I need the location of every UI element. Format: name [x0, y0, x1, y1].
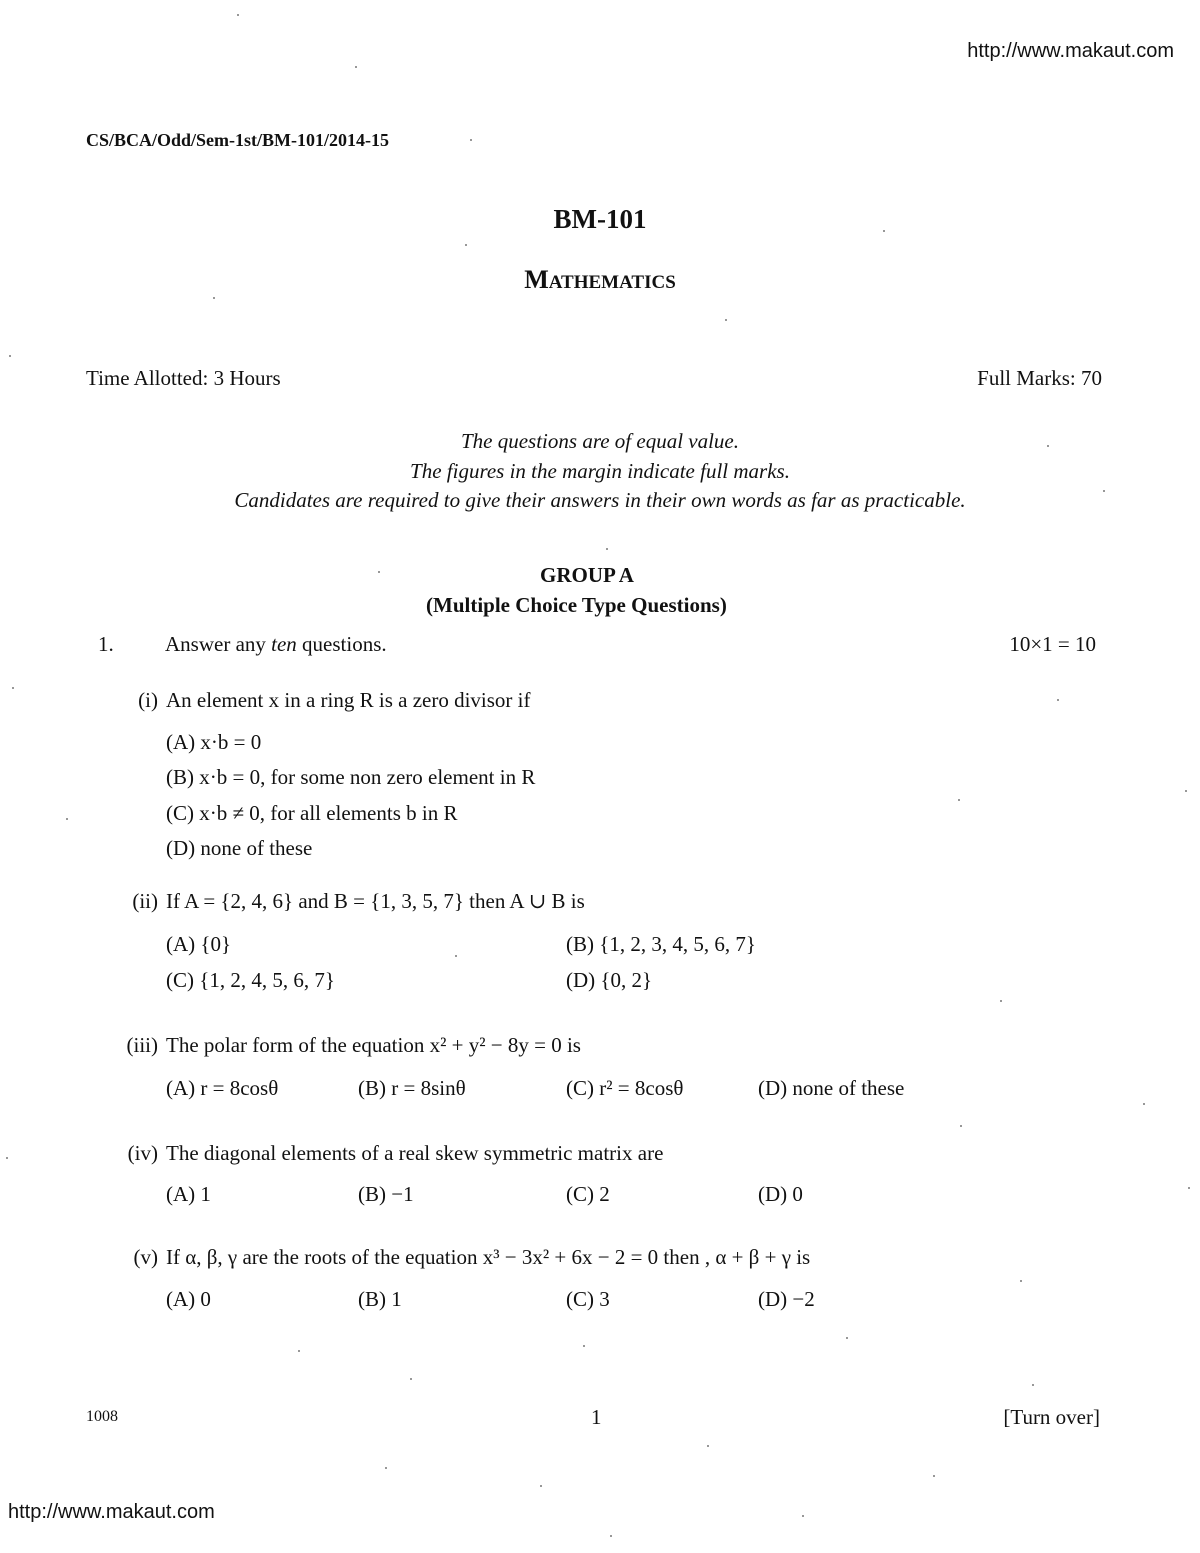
subject-title — [0, 265, 1200, 295]
item-iv-option-c: (C) 2 — [566, 1182, 610, 1206]
item-iii-number: (iii) — [126, 1033, 158, 1057]
item-ii-question: If A = {2, 4, 6} and B = {1, 3, 5, 7} then A ∪ B is — [166, 889, 585, 913]
question-instruction-emph: ten — [271, 632, 297, 656]
item-iv-question: The diagonal elements of a real skew symmetric matrix are — [166, 1141, 664, 1165]
instruction-line-3: Candidates are required to give their answers in their own words as far as practicable. — [234, 488, 966, 512]
question-number: 1. — [98, 632, 114, 656]
item-v-option-b: (B) 1 — [358, 1287, 402, 1311]
item-iii-option-d: (D) none of these — [758, 1076, 905, 1100]
header-url: http://www.makaut.com — [967, 40, 1174, 62]
question-instruction-suffix: questions. — [296, 632, 387, 656]
paper-code: CS/BCA/Odd/Sem-1st/BM-101/2014-15 — [86, 130, 390, 150]
question-marks: 10×1 = 10 — [1009, 632, 1096, 656]
item-iv-number: (iv) — [127, 1141, 158, 1165]
item-v-option-c: (C) 3 — [566, 1287, 610, 1311]
item-i-option-c: (C) x·b ≠ 0, for all elements b in R — [166, 801, 458, 825]
item-iv-option-b: (B) −1 — [358, 1182, 414, 1206]
instruction-line-1: The questions are of equal value. — [460, 429, 739, 453]
page-number: 1 — [591, 1405, 602, 1429]
footer-url: http://www.makaut.com — [8, 1501, 215, 1523]
full-marks: Full Marks: 70 — [977, 366, 1102, 390]
item-v-number: (v) — [133, 1245, 158, 1269]
item-i-number: (i) — [138, 688, 158, 712]
turn-over: [Turn over] — [1003, 1405, 1100, 1429]
item-i-question: An element x in a ring R is a zero divisor if — [166, 688, 531, 712]
item-ii-option-d: (D) {0, 2} — [566, 968, 653, 992]
item-v-option-a: (A) 0 — [166, 1287, 211, 1311]
item-iv-option-d: (D) 0 — [758, 1182, 803, 1206]
item-v-question: If α, β, γ are the roots of the equation x³ − 3x² + 6x − 2 = 0 then , α + β + γ is — [166, 1245, 811, 1269]
subject-title-initial: M — [524, 265, 549, 294]
group-title: GROUP A — [540, 563, 634, 587]
item-iii-question: The polar form of the equation x² + y² − 8y = 0 is — [166, 1033, 581, 1057]
course-code-title: BM-101 — [553, 204, 647, 234]
item-iv-option-a: (A) 1 — [166, 1182, 211, 1206]
question-instruction — [165, 632, 387, 657]
instruction-line-2: The figures in the margin indicate full marks. — [410, 459, 790, 483]
item-i-option-b: (B) x·b = 0, for some non zero element in R — [166, 765, 536, 789]
item-ii-option-b: (B) {1, 2, 3, 4, 5, 6, 7} — [566, 932, 756, 956]
time-allotted: Time Allotted: 3 Hours — [86, 366, 281, 390]
question-instruction-prefix: Answer any — [165, 632, 272, 656]
subject-title-rest: ATHEMATICS — [548, 272, 676, 293]
item-iii-option-c: (C) r² = 8cosθ — [566, 1076, 684, 1100]
item-i-option-a: (A) x·b = 0 — [166, 730, 262, 754]
item-ii-option-c: (C) {1, 2, 4, 5, 6, 7} — [166, 968, 335, 992]
footer-code: 1008 — [86, 1408, 118, 1425]
item-ii-option-a: (A) {0} — [166, 932, 232, 956]
group-subtitle: (Multiple Choice Type Questions) — [426, 593, 727, 617]
item-ii-number: (ii) — [132, 889, 158, 913]
item-v-option-d: (D) −2 — [758, 1287, 815, 1311]
item-iii-option-b: (B) r = 8sinθ — [358, 1076, 466, 1100]
item-iii-option-a: (A) r = 8cosθ — [166, 1076, 279, 1100]
item-i-option-d: (D) none of these — [166, 836, 313, 860]
